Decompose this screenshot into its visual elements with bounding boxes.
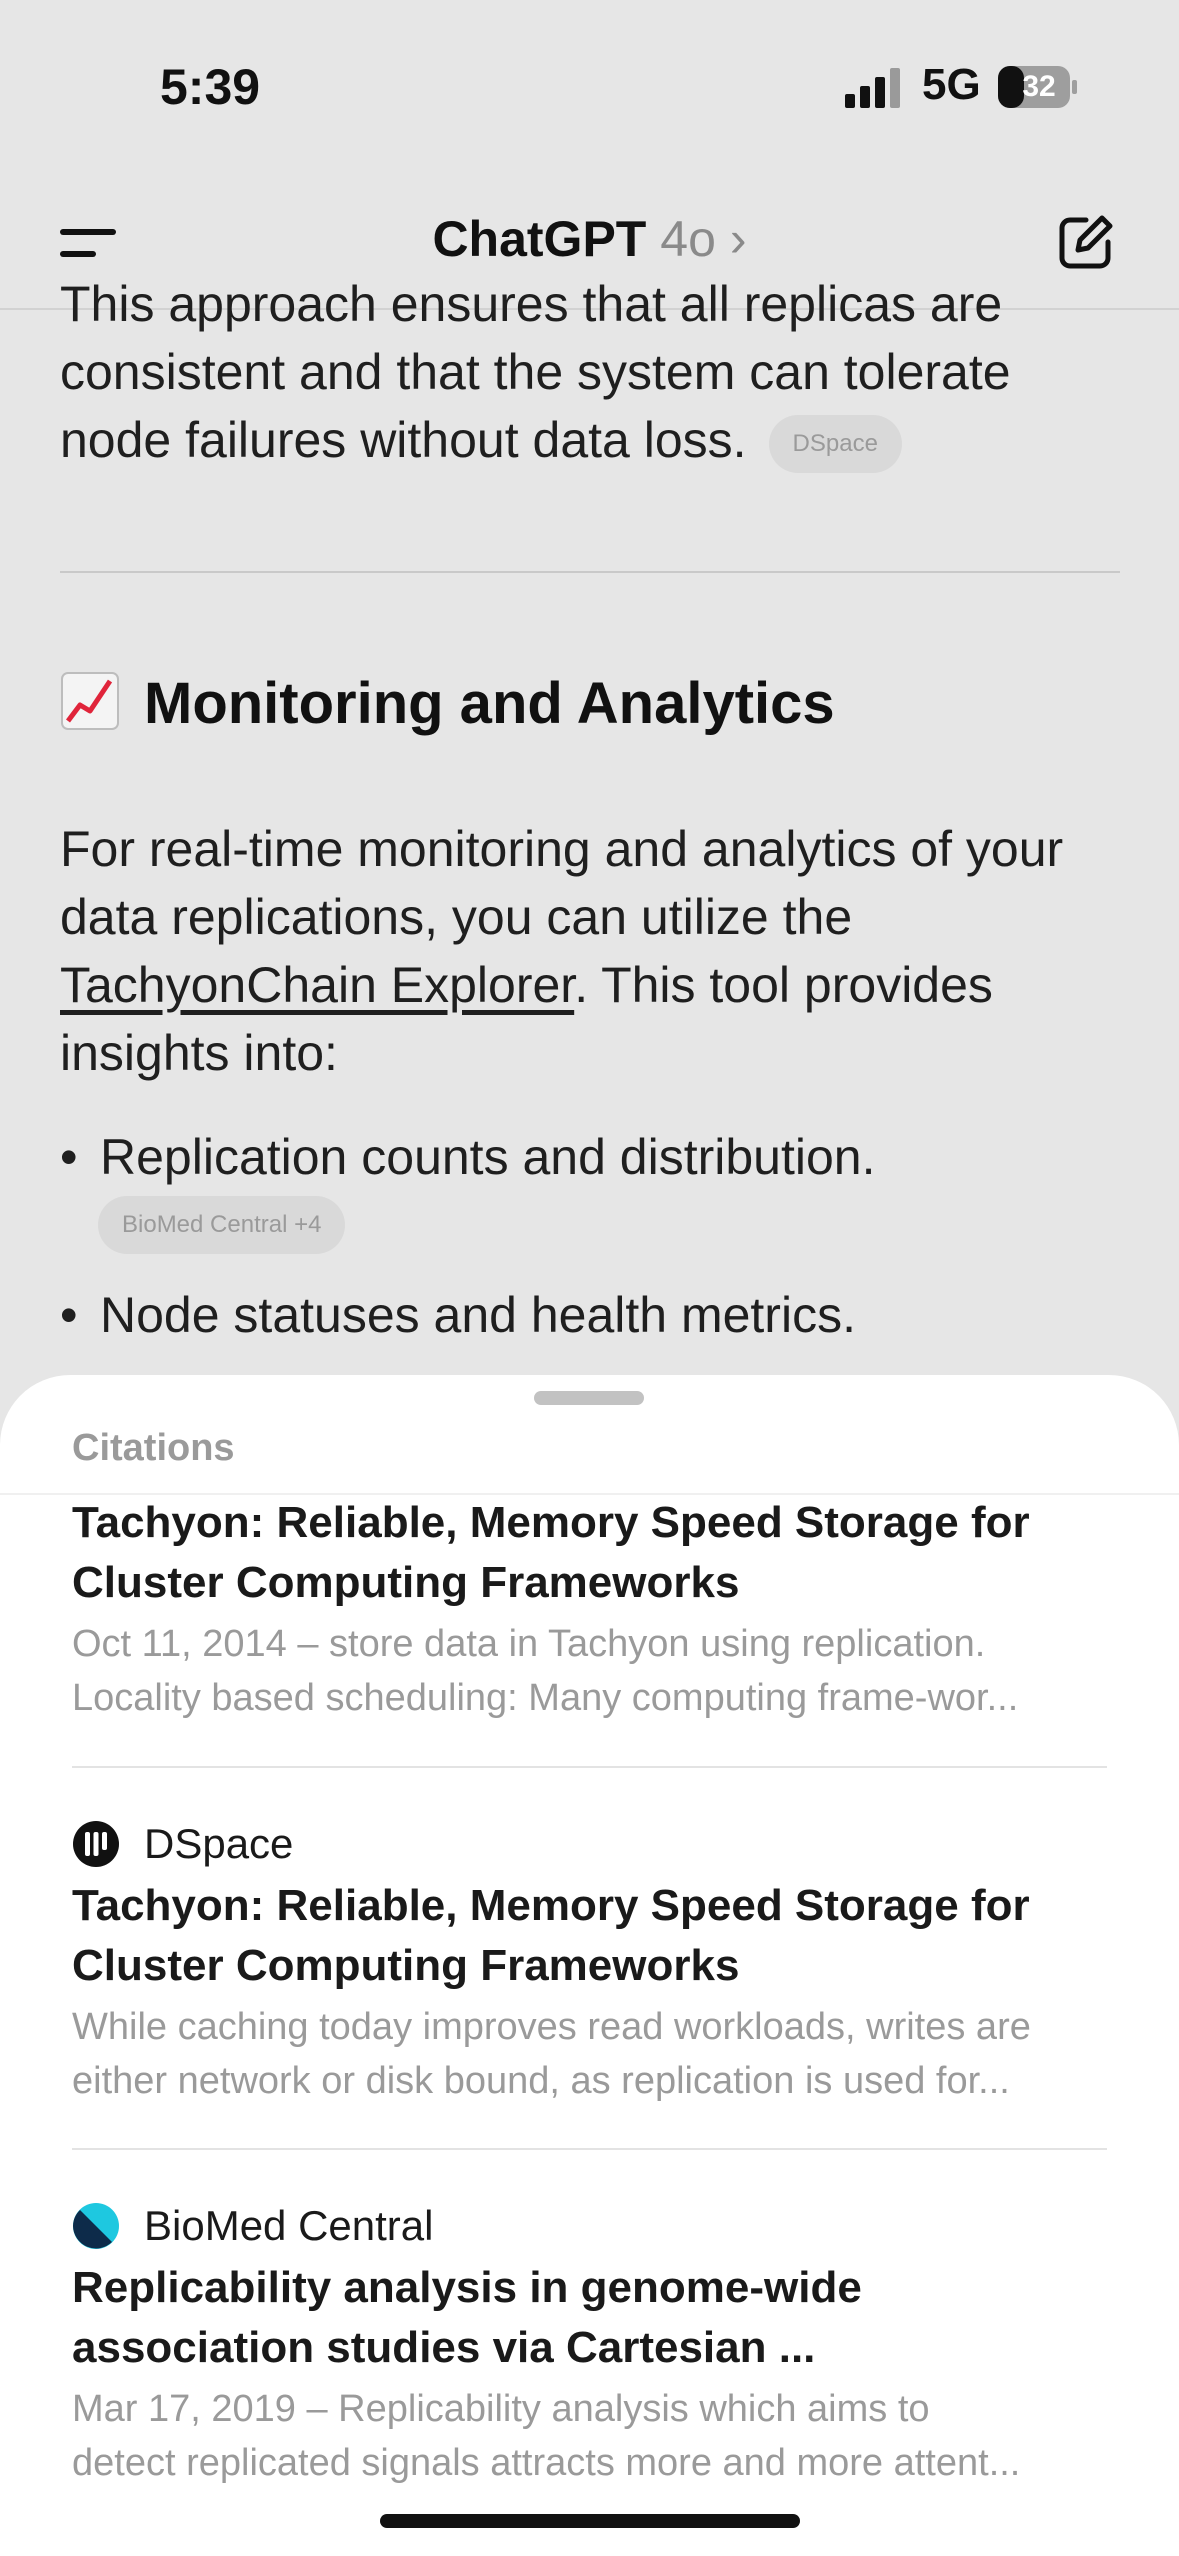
model-name: 4o	[660, 211, 716, 267]
list-item-text: Replication counts and distribution.	[100, 1129, 876, 1185]
status-time: 5:39	[160, 59, 261, 115]
citation-item[interactable]	[72, 1493, 1107, 1725]
response-paragraph	[60, 815, 1120, 1087]
new-chat-icon[interactable]	[1056, 212, 1116, 272]
bullet-icon: •	[60, 1129, 78, 1185]
model-selector[interactable]	[0, 210, 1179, 268]
source-name: BioMed Central	[144, 2202, 434, 2249]
citation-title	[72, 2258, 1107, 2378]
text-line: insights into:	[60, 1025, 338, 1081]
citation-item[interactable]	[72, 1816, 1107, 2108]
status-bar	[0, 0, 1179, 170]
chart-increasing-icon	[60, 671, 120, 731]
citation-divider	[72, 2148, 1107, 2150]
tachyonchain-explorer-link[interactable]: TachyonChain Explorer	[60, 957, 575, 1013]
text-line	[60, 406, 1120, 474]
snippet-line: Mar 17, 2019 – Replicability analysis which aims to	[72, 2388, 930, 2430]
citation-chip-wrapper	[98, 1196, 345, 1254]
list-item	[60, 1128, 875, 1186]
list-item-text: Node statuses and health metrics.	[100, 1287, 856, 1343]
citation-item[interactable]	[72, 2198, 1107, 2490]
title-line: Cluster Computing Frameworks	[72, 1558, 740, 1607]
dspace-icon	[72, 1820, 120, 1868]
citation-chip-dspace[interactable]: DSpace	[769, 415, 902, 473]
text-fragment: . This tool provides	[574, 957, 993, 1013]
bullet-icon: •	[60, 1287, 78, 1343]
sheet-grabber[interactable]	[534, 1391, 644, 1405]
citation-source	[72, 1816, 1107, 1872]
title-line: Replicability analysis in genome-wide	[72, 2263, 862, 2312]
biomed-central-icon	[72, 2202, 120, 2250]
chevron-right-icon: ›	[729, 211, 747, 267]
source-name: DSpace	[144, 1820, 294, 1867]
network-type: 5G	[922, 60, 981, 109]
citation-snippet	[72, 1617, 1107, 1725]
app-title: ChatGPT	[432, 211, 647, 267]
section-divider	[60, 571, 1120, 573]
snippet-line: detect replicated signals attracts more and more attent...	[72, 2442, 1021, 2484]
title-line: association studies via Cartesian ...	[72, 2323, 816, 2372]
home-indicator[interactable]	[380, 2514, 800, 2528]
text-fragment: node failures without data loss.	[60, 412, 747, 468]
citation-chip-biomed[interactable]: BioMed Central +4	[98, 1196, 345, 1254]
title-line: Tachyon: Reliable, Memory Speed Storage for	[72, 1498, 1030, 1547]
citation-title	[72, 1493, 1107, 1613]
sheet-title: Citations	[72, 1427, 235, 1469]
citation-source	[72, 2198, 1107, 2254]
title-line: Tachyon: Reliable, Memory Speed Storage for	[72, 1881, 1030, 1930]
snippet-line: either network or disk bound, as replication is used for...	[72, 2060, 1010, 2102]
snippet-line: Locality based scheduling: Many computing frame-wor...	[72, 1677, 1019, 1719]
response-paragraph	[60, 270, 1120, 474]
battery-level: 32	[1022, 70, 1056, 103]
text-line: For real-time monitoring and analytics of your	[60, 821, 1064, 877]
text-line: data replications, you can utilize the	[60, 889, 853, 945]
text-line	[60, 951, 1120, 1019]
citation-divider	[72, 1766, 1107, 1768]
snippet-line: Oct 11, 2014 – store data in Tachyon using replication.	[72, 1623, 986, 1665]
citation-snippet	[72, 2382, 1107, 2490]
citation-snippet	[72, 2000, 1107, 2108]
citations-sheet[interactable]	[0, 1375, 1179, 2556]
chat-content[interactable]	[0, 276, 1179, 1378]
title-line: Cluster Computing Frameworks	[72, 1941, 740, 1990]
snippet-line: While caching today improves read workloads, writes are	[72, 2006, 1031, 2048]
section-heading	[60, 670, 835, 737]
signal-icon	[845, 68, 905, 108]
text-line: This approach ensures that all replicas are	[60, 276, 1003, 332]
heading-text: Monitoring and Analytics	[144, 671, 835, 736]
citation-title	[72, 1876, 1107, 1996]
list-item	[60, 1286, 856, 1344]
text-line: consistent and that the system can tolerate	[60, 344, 1011, 400]
